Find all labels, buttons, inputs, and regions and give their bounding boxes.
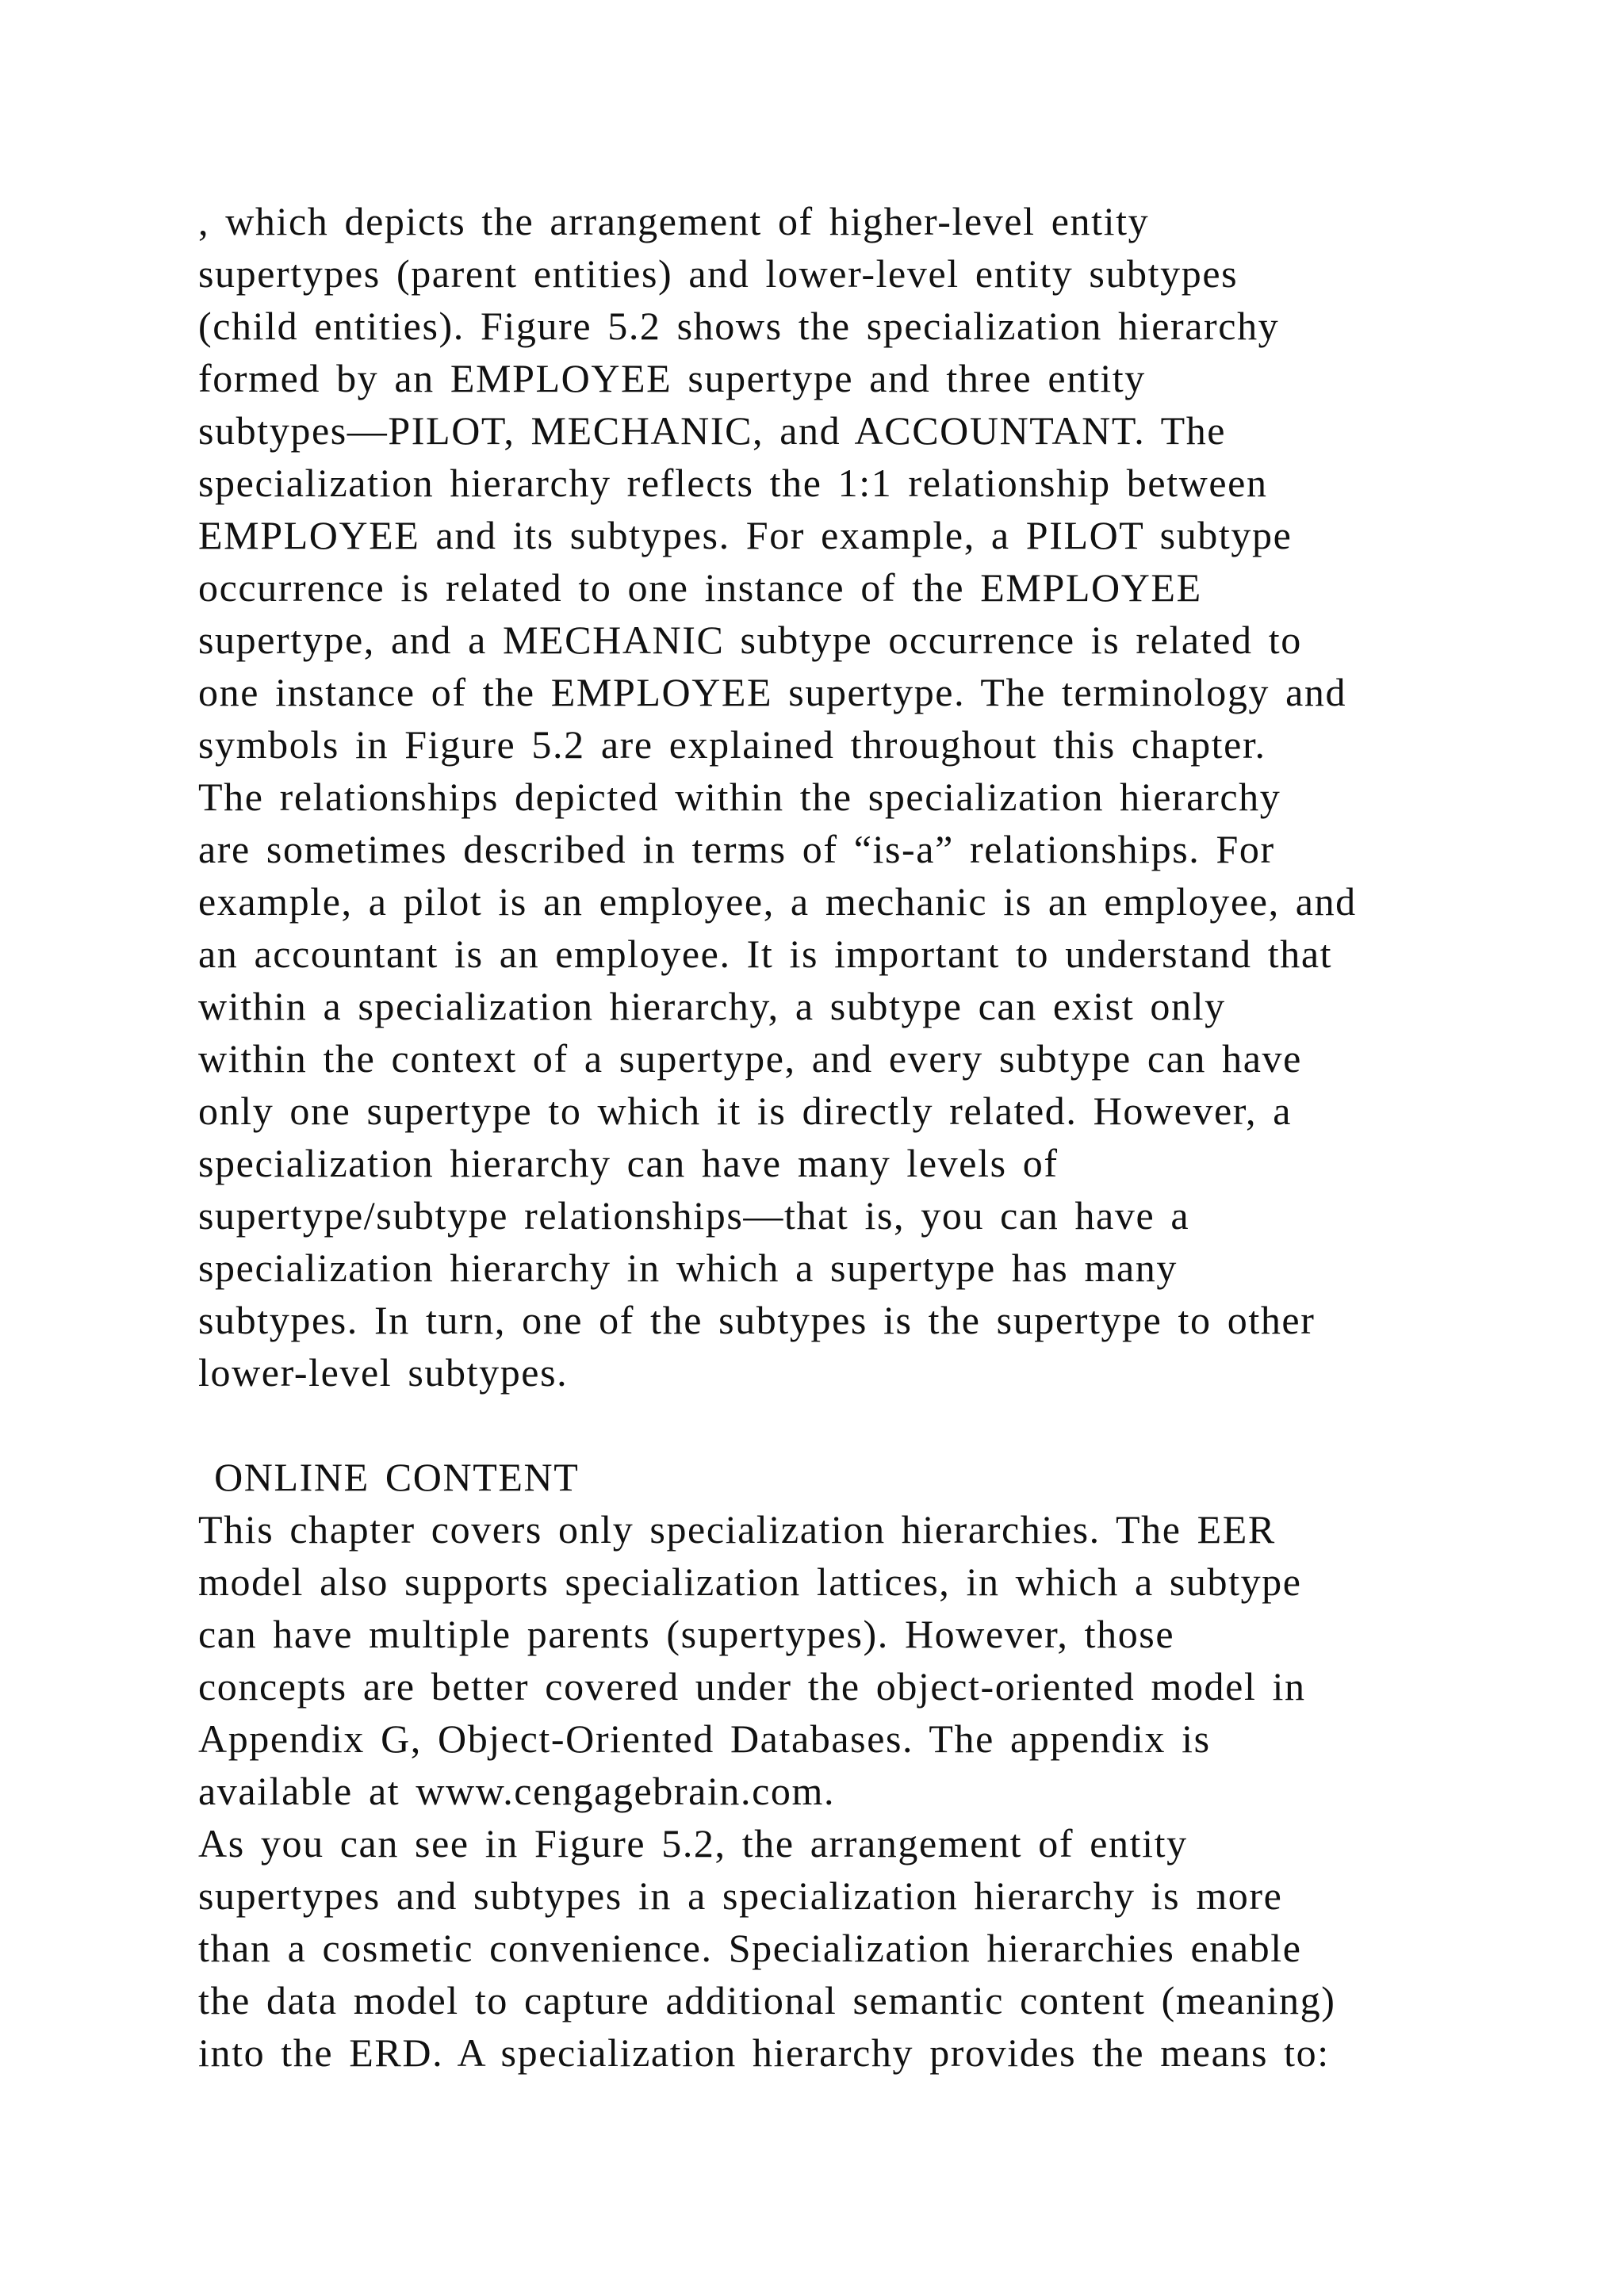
text-line: are sometimes described in terms of “is-a” relationships. For (198, 827, 1275, 871)
text-line: than a cosmetic convenience. Specialization hierarchies enable (198, 1926, 1302, 1970)
text-line: supertype, and a MECHANIC subtype occurrence is related to (198, 618, 1302, 662)
text-line: Appendix G, Object-Oriented Databases. The appendix is (198, 1716, 1211, 1761)
text-line: only one supertype to which it is directly related. However, a (198, 1089, 1293, 1133)
text-line: EMPLOYEE and its subtypes. For example, a PILOT subtype (198, 513, 1293, 557)
text-line: supertype/subtype relationships—that is, you can have a (198, 1193, 1190, 1238)
text-line: within a specialization hierarchy, a subtype can exist only (198, 984, 1226, 1028)
text-line: example, a pilot is an employee, a mechanic is an employee, and (198, 879, 1357, 924)
text-line: subtypes. In turn, one of the subtypes is the supertype to other (198, 1298, 1316, 1342)
paragraph-3 (198, 1817, 1530, 2079)
paragraph-1 (198, 195, 1530, 1399)
text-line: specialization hierarchy can have many levels of (198, 1141, 1059, 1185)
text-line: supertypes (parent entities) and lower-level entity subtypes (198, 251, 1239, 296)
text-line: within the context of a supertype, and every subtype can have (198, 1036, 1302, 1081)
text-line: subtypes—PILOT, MECHANIC, and ACCOUNTANT. The (198, 408, 1227, 453)
document-body (198, 195, 1530, 2079)
text-line: occurrence is related to one instance of the EMPLOYEE (198, 565, 1202, 610)
text-line: can have multiple parents (supertypes). However, those (198, 1612, 1175, 1656)
text-line: one instance of the EMPLOYEE supertype. The terminology and (198, 670, 1347, 714)
text-line: concepts are better covered under the object-oriented model in (198, 1664, 1306, 1709)
text-line: (child entities). Figure 5.2 shows the specialization hierarchy (198, 304, 1280, 348)
paragraph-spacer (198, 1399, 1530, 1451)
paragraph-2 (198, 1503, 1530, 1817)
text-line: specialization hierarchy in which a supertype has many (198, 1246, 1178, 1290)
text-line: the data model to capture additional semantic content (meaning) (198, 1978, 1336, 2022)
text-line: formed by an EMPLOYEE supertype and three entity (198, 356, 1146, 400)
text-line: model also supports specialization lattices, in which a subtype (198, 1559, 1302, 1604)
text-line: , which depicts the arrangement of higher-level entity (198, 199, 1150, 243)
text-line: supertypes and subtypes in a specialization hierarchy is more (198, 1873, 1283, 1918)
text-line: an accountant is an employee. It is important to understand that (198, 932, 1333, 976)
text-line: As you can see in Figure 5.2, the arrangement of entity (198, 1821, 1188, 1866)
text-line: available at www.cengagebrain.com. (198, 1769, 836, 1813)
text-line: lower-level subtypes. (198, 1350, 569, 1395)
text-line: symbols in Figure 5.2 are explained throughout this chapter. (198, 722, 1266, 767)
text-line: This chapter covers only specialization hierarchies. The EER (198, 1507, 1276, 1552)
text-line: into the ERD. A specialization hierarchy provides the means to: (198, 2030, 1330, 2075)
text-line: specialization hierarchy reflects the 1:1 relationship between (198, 461, 1268, 505)
online-content-heading: ONLINE CONTENT (198, 1455, 580, 1499)
text-line: The relationships depicted within the specialization hierarchy (198, 775, 1281, 819)
